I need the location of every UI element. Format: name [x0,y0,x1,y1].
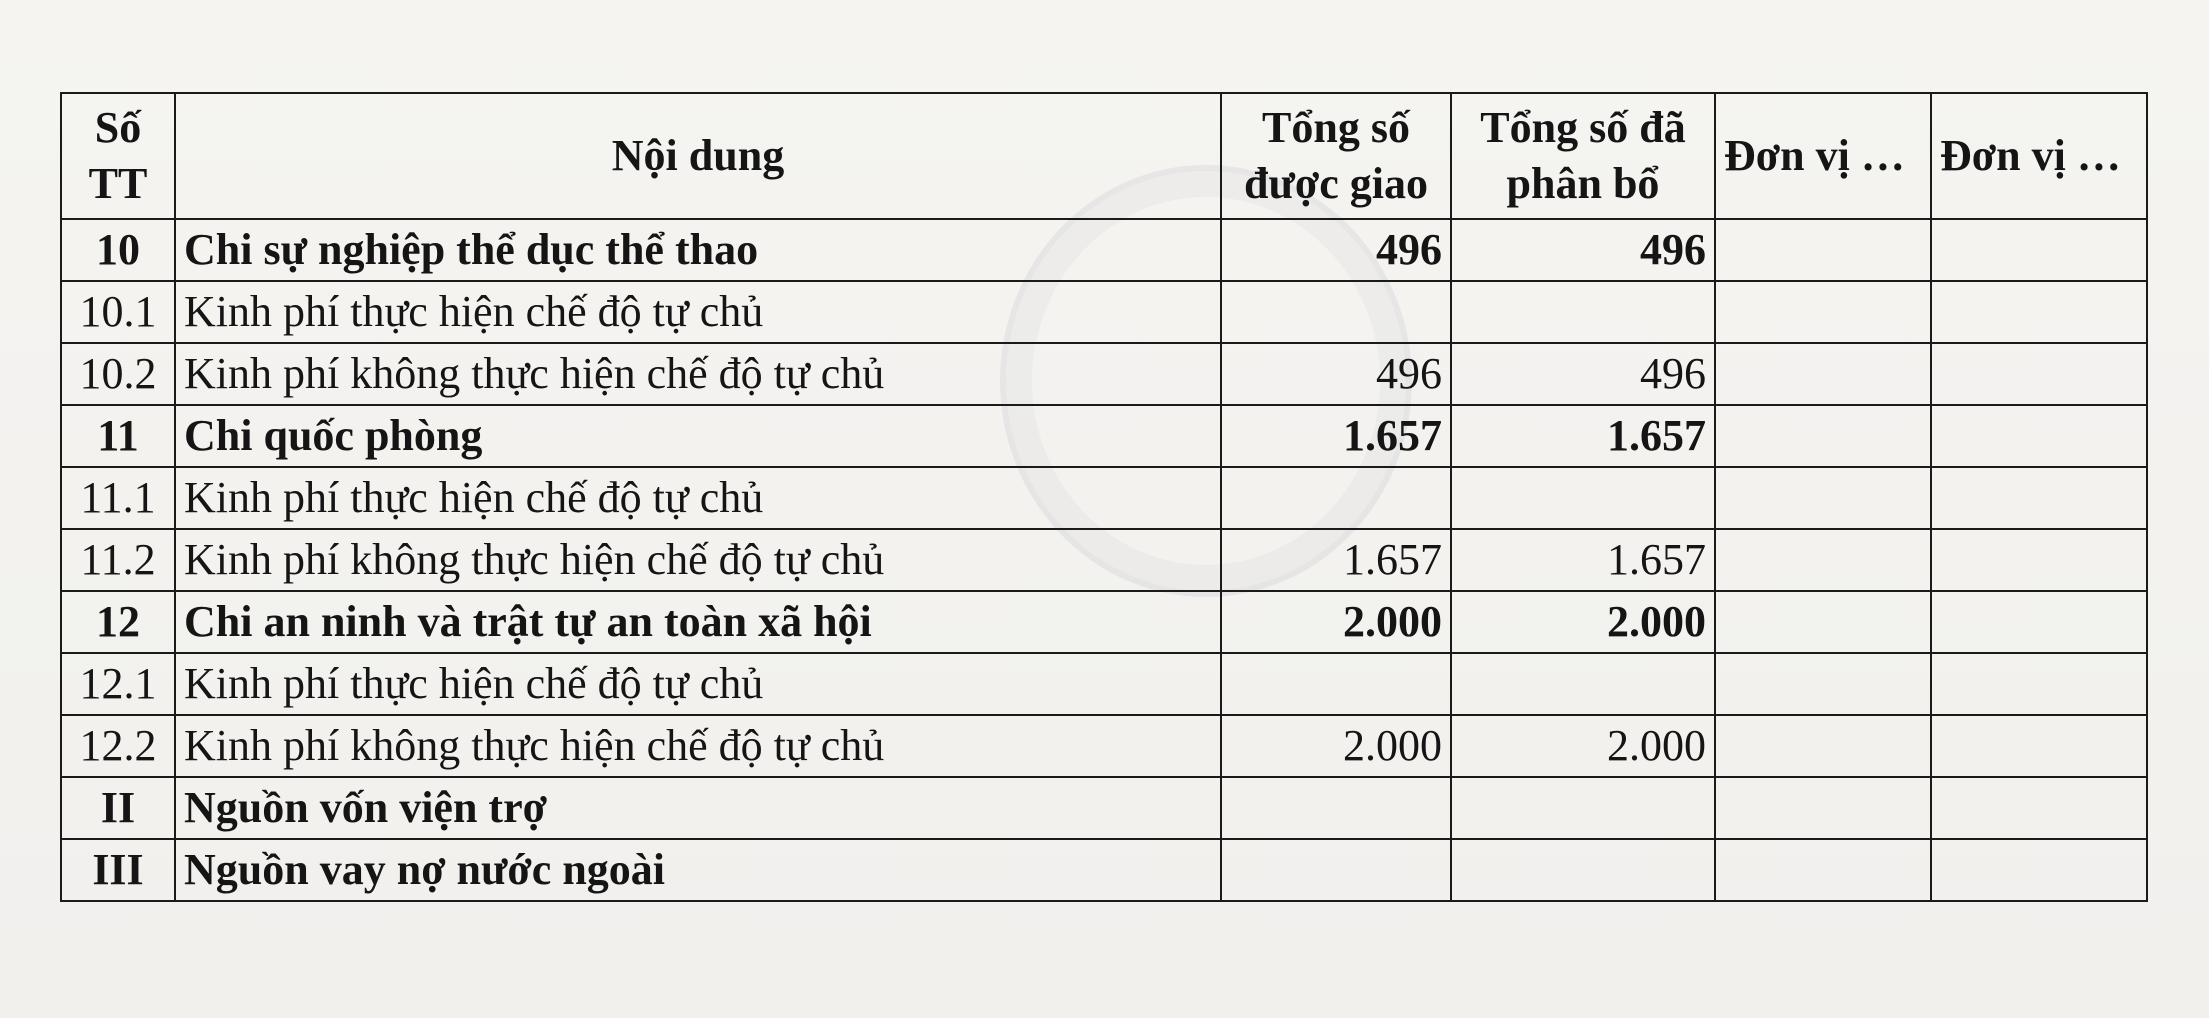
cell-don-vi-1 [1715,281,1931,343]
table-row [61,777,2147,839]
cell-stt: 11.1 [61,467,175,529]
cell-don-vi-1 [1715,839,1931,901]
table-row [61,281,2147,343]
table-row [61,343,2147,405]
table-row [61,591,2147,653]
cell-don-vi-1 [1715,591,1931,653]
cell-tong-giao: 2.000 [1221,715,1451,777]
cell-noi-dung: Kinh phí thực hiện chế độ tự chủ [175,281,1221,343]
cell-don-vi-1 [1715,653,1931,715]
cell-don-vi-2 [1931,653,2147,715]
cell-stt: III [61,839,175,901]
header-tong-so-duoc-giao: Tổng số được giao [1221,93,1451,219]
cell-noi-dung: Kinh phí thực hiện chế độ tự chủ [175,653,1221,715]
cell-tong-giao [1221,653,1451,715]
header-don-vi-1: Đơn vị … [1715,93,1931,219]
cell-tong-phan-bo [1451,281,1715,343]
table-row [61,715,2147,777]
cell-stt: 11 [61,405,175,467]
cell-noi-dung: Kinh phí thực hiện chế độ tự chủ [175,467,1221,529]
table-row [61,219,2147,281]
cell-noi-dung: Kinh phí không thực hiện chế độ tự chủ [175,343,1221,405]
cell-tong-giao [1221,281,1451,343]
budget-allocation-table [60,92,2148,902]
cell-don-vi-2 [1931,715,2147,777]
cell-stt: 10.2 [61,343,175,405]
cell-don-vi-2 [1931,529,2147,591]
cell-tong-phan-bo [1451,467,1715,529]
cell-don-vi-2 [1931,219,2147,281]
cell-tong-phan-bo: 1.657 [1451,405,1715,467]
cell-don-vi-2 [1931,777,2147,839]
cell-don-vi-2 [1931,467,2147,529]
cell-don-vi-2 [1931,591,2147,653]
cell-noi-dung: Nguồn vay nợ nước ngoài [175,839,1221,901]
cell-tong-phan-bo: 2.000 [1451,591,1715,653]
cell-noi-dung: Nguồn vốn viện trợ [175,777,1221,839]
cell-tong-giao: 1.657 [1221,405,1451,467]
cell-stt: II [61,777,175,839]
header-stt: Số TT [61,93,175,219]
header-noi-dung: Nội dung [175,93,1221,219]
cell-don-vi-1 [1715,777,1931,839]
table-row [61,529,2147,591]
table-row [61,405,2147,467]
cell-stt: 10.1 [61,281,175,343]
cell-noi-dung: Kinh phí không thực hiện chế độ tự chủ [175,715,1221,777]
cell-tong-giao: 2.000 [1221,591,1451,653]
cell-noi-dung: Chi quốc phòng [175,405,1221,467]
cell-noi-dung: Chi sự nghiệp thể dục thể thao [175,219,1221,281]
cell-tong-phan-bo: 1.657 [1451,529,1715,591]
cell-don-vi-1 [1715,529,1931,591]
cell-tong-giao: 1.657 [1221,529,1451,591]
cell-noi-dung: Chi an ninh và trật tự an toàn xã hội [175,591,1221,653]
cell-don-vi-1 [1715,219,1931,281]
table-row [61,839,2147,901]
cell-tong-phan-bo [1451,777,1715,839]
cell-don-vi-1 [1715,405,1931,467]
cell-don-vi-2 [1931,839,2147,901]
cell-stt: 12 [61,591,175,653]
cell-don-vi-2 [1931,405,2147,467]
header-don-vi-2: Đơn vị … [1931,93,2147,219]
cell-tong-giao [1221,467,1451,529]
cell-tong-phan-bo: 2.000 [1451,715,1715,777]
table-header-row [61,93,2147,219]
cell-don-vi-2 [1931,343,2147,405]
cell-tong-phan-bo: 496 [1451,219,1715,281]
table-row [61,467,2147,529]
cell-stt: 10 [61,219,175,281]
cell-don-vi-1 [1715,715,1931,777]
cell-stt: 11.2 [61,529,175,591]
cell-tong-giao [1221,839,1451,901]
cell-stt: 12.2 [61,715,175,777]
cell-tong-phan-bo [1451,653,1715,715]
cell-don-vi-1 [1715,343,1931,405]
cell-noi-dung: Kinh phí không thực hiện chế độ tự chủ [175,529,1221,591]
cell-tong-phan-bo: 496 [1451,343,1715,405]
table-row [61,653,2147,715]
cell-stt: 12.1 [61,653,175,715]
cell-don-vi-2 [1931,281,2147,343]
cell-tong-giao: 496 [1221,343,1451,405]
cell-tong-giao: 496 [1221,219,1451,281]
cell-don-vi-1 [1715,467,1931,529]
cell-tong-phan-bo [1451,839,1715,901]
header-tong-so-da-phan-bo: Tổng số đã phân bổ [1451,93,1715,219]
cell-tong-giao [1221,777,1451,839]
table-body [61,219,2147,901]
